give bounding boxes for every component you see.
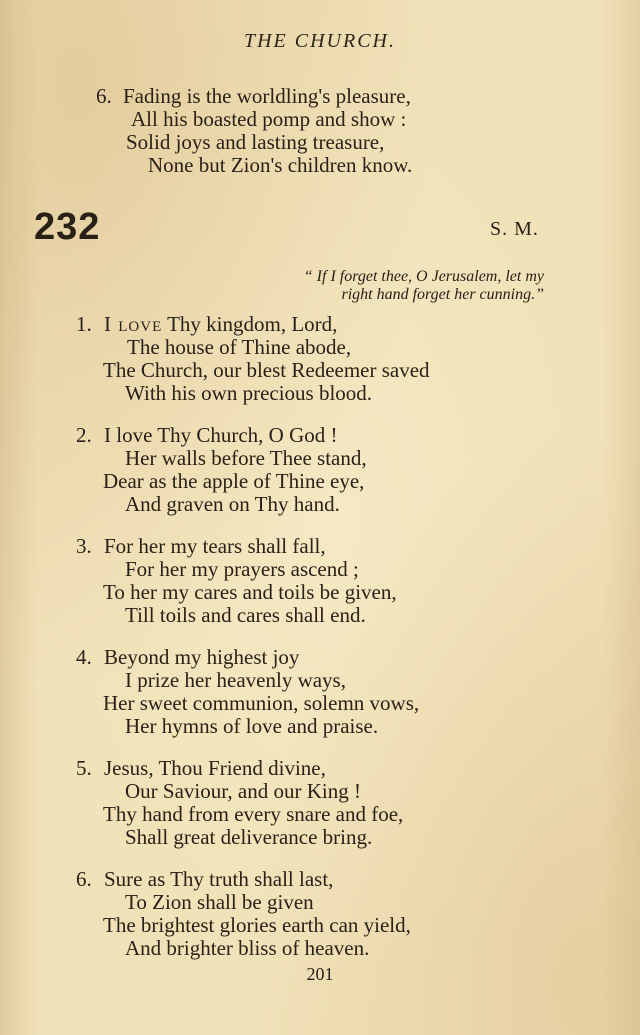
epigraph xyxy=(304,268,544,304)
stanza-line xyxy=(104,312,337,336)
stanza-line: And graven on Thy hand. xyxy=(125,492,340,516)
stanza-line: Beyond my highest joy xyxy=(104,645,300,669)
stanza-line: For her my tears shall fall, xyxy=(104,534,326,558)
stanza-line: I love Thy Church, O God ! xyxy=(104,423,338,447)
stanza-line: Sure as Thy truth shall last, xyxy=(104,867,334,891)
stanza-3 xyxy=(0,534,640,634)
stanza-line: Fading is the worldling's pleasure, xyxy=(123,84,411,108)
stanza-line: And brighter bliss of heaven. xyxy=(125,936,370,960)
stanza-number: 1. xyxy=(76,312,92,336)
stanza-5 xyxy=(0,756,640,856)
stanza-line: All his boasted pomp and show : xyxy=(131,107,407,131)
stanza-4 xyxy=(0,645,640,745)
stanza-1 xyxy=(0,312,640,412)
first-line-rest: Thy kingdom, Lord, xyxy=(162,312,338,336)
stanza-line: Her sweet communion, solemn vows, xyxy=(103,691,420,715)
stanza-2 xyxy=(0,423,640,523)
stanza-line: I prize her heavenly ways, xyxy=(125,668,346,692)
stanza-number: 6. xyxy=(96,84,112,108)
first-words-caps: I love xyxy=(104,312,163,336)
stanza-number: 3. xyxy=(76,534,92,558)
stanza-line: Till toils and cares shall end. xyxy=(125,603,366,627)
stanza-line: Her hymns of love and praise. xyxy=(125,714,379,738)
stanza-line: The brightest glories earth can yield, xyxy=(103,913,411,937)
stanza-line: Dear as the apple of Thine eye, xyxy=(103,469,365,493)
page-number: 201 xyxy=(306,964,334,984)
stanza-line: Shall great deliverance bring. xyxy=(125,825,373,849)
stanza-line: For her my prayers ascend ; xyxy=(125,557,359,581)
stanza-line: The Church, our blest Redeemer saved xyxy=(103,358,430,382)
stanza-line: With his own precious blood. xyxy=(125,381,373,405)
hymn-meter: S. M. xyxy=(490,218,539,240)
stanza-line: None but Zion's children know. xyxy=(148,153,413,177)
stanza-number: 6. xyxy=(76,867,92,891)
stanza-line: The house of Thine abode, xyxy=(127,335,352,359)
stanza-line: Thy hand from every snare and foe, xyxy=(103,802,404,826)
stanza-line: Jesus, Thou Friend divine, xyxy=(104,756,326,780)
stanza-line: To her my cares and toils be given, xyxy=(103,580,397,604)
stanza-line: To Zion shall be given xyxy=(125,890,314,914)
stanza-6 xyxy=(0,867,640,967)
prev-stanza xyxy=(0,84,640,184)
stanza-line: Solid joys and lasting treasure, xyxy=(126,130,385,154)
stanza-line: Our Saviour, and our King ! xyxy=(125,779,361,803)
stanza-line: Her walls before Thee stand, xyxy=(125,446,367,470)
stanza-number: 2. xyxy=(76,423,92,447)
stanza-number: 4. xyxy=(76,645,92,669)
stanza-number: 5. xyxy=(76,756,92,780)
epigraph-line: right hand forget her cunning.” xyxy=(341,286,544,303)
epigraph-line: “ If I forget thee, O Jerusalem, let my xyxy=(303,268,544,285)
running-head: THE CHURCH. xyxy=(243,30,396,52)
hymn-number: 232 xyxy=(34,206,101,248)
